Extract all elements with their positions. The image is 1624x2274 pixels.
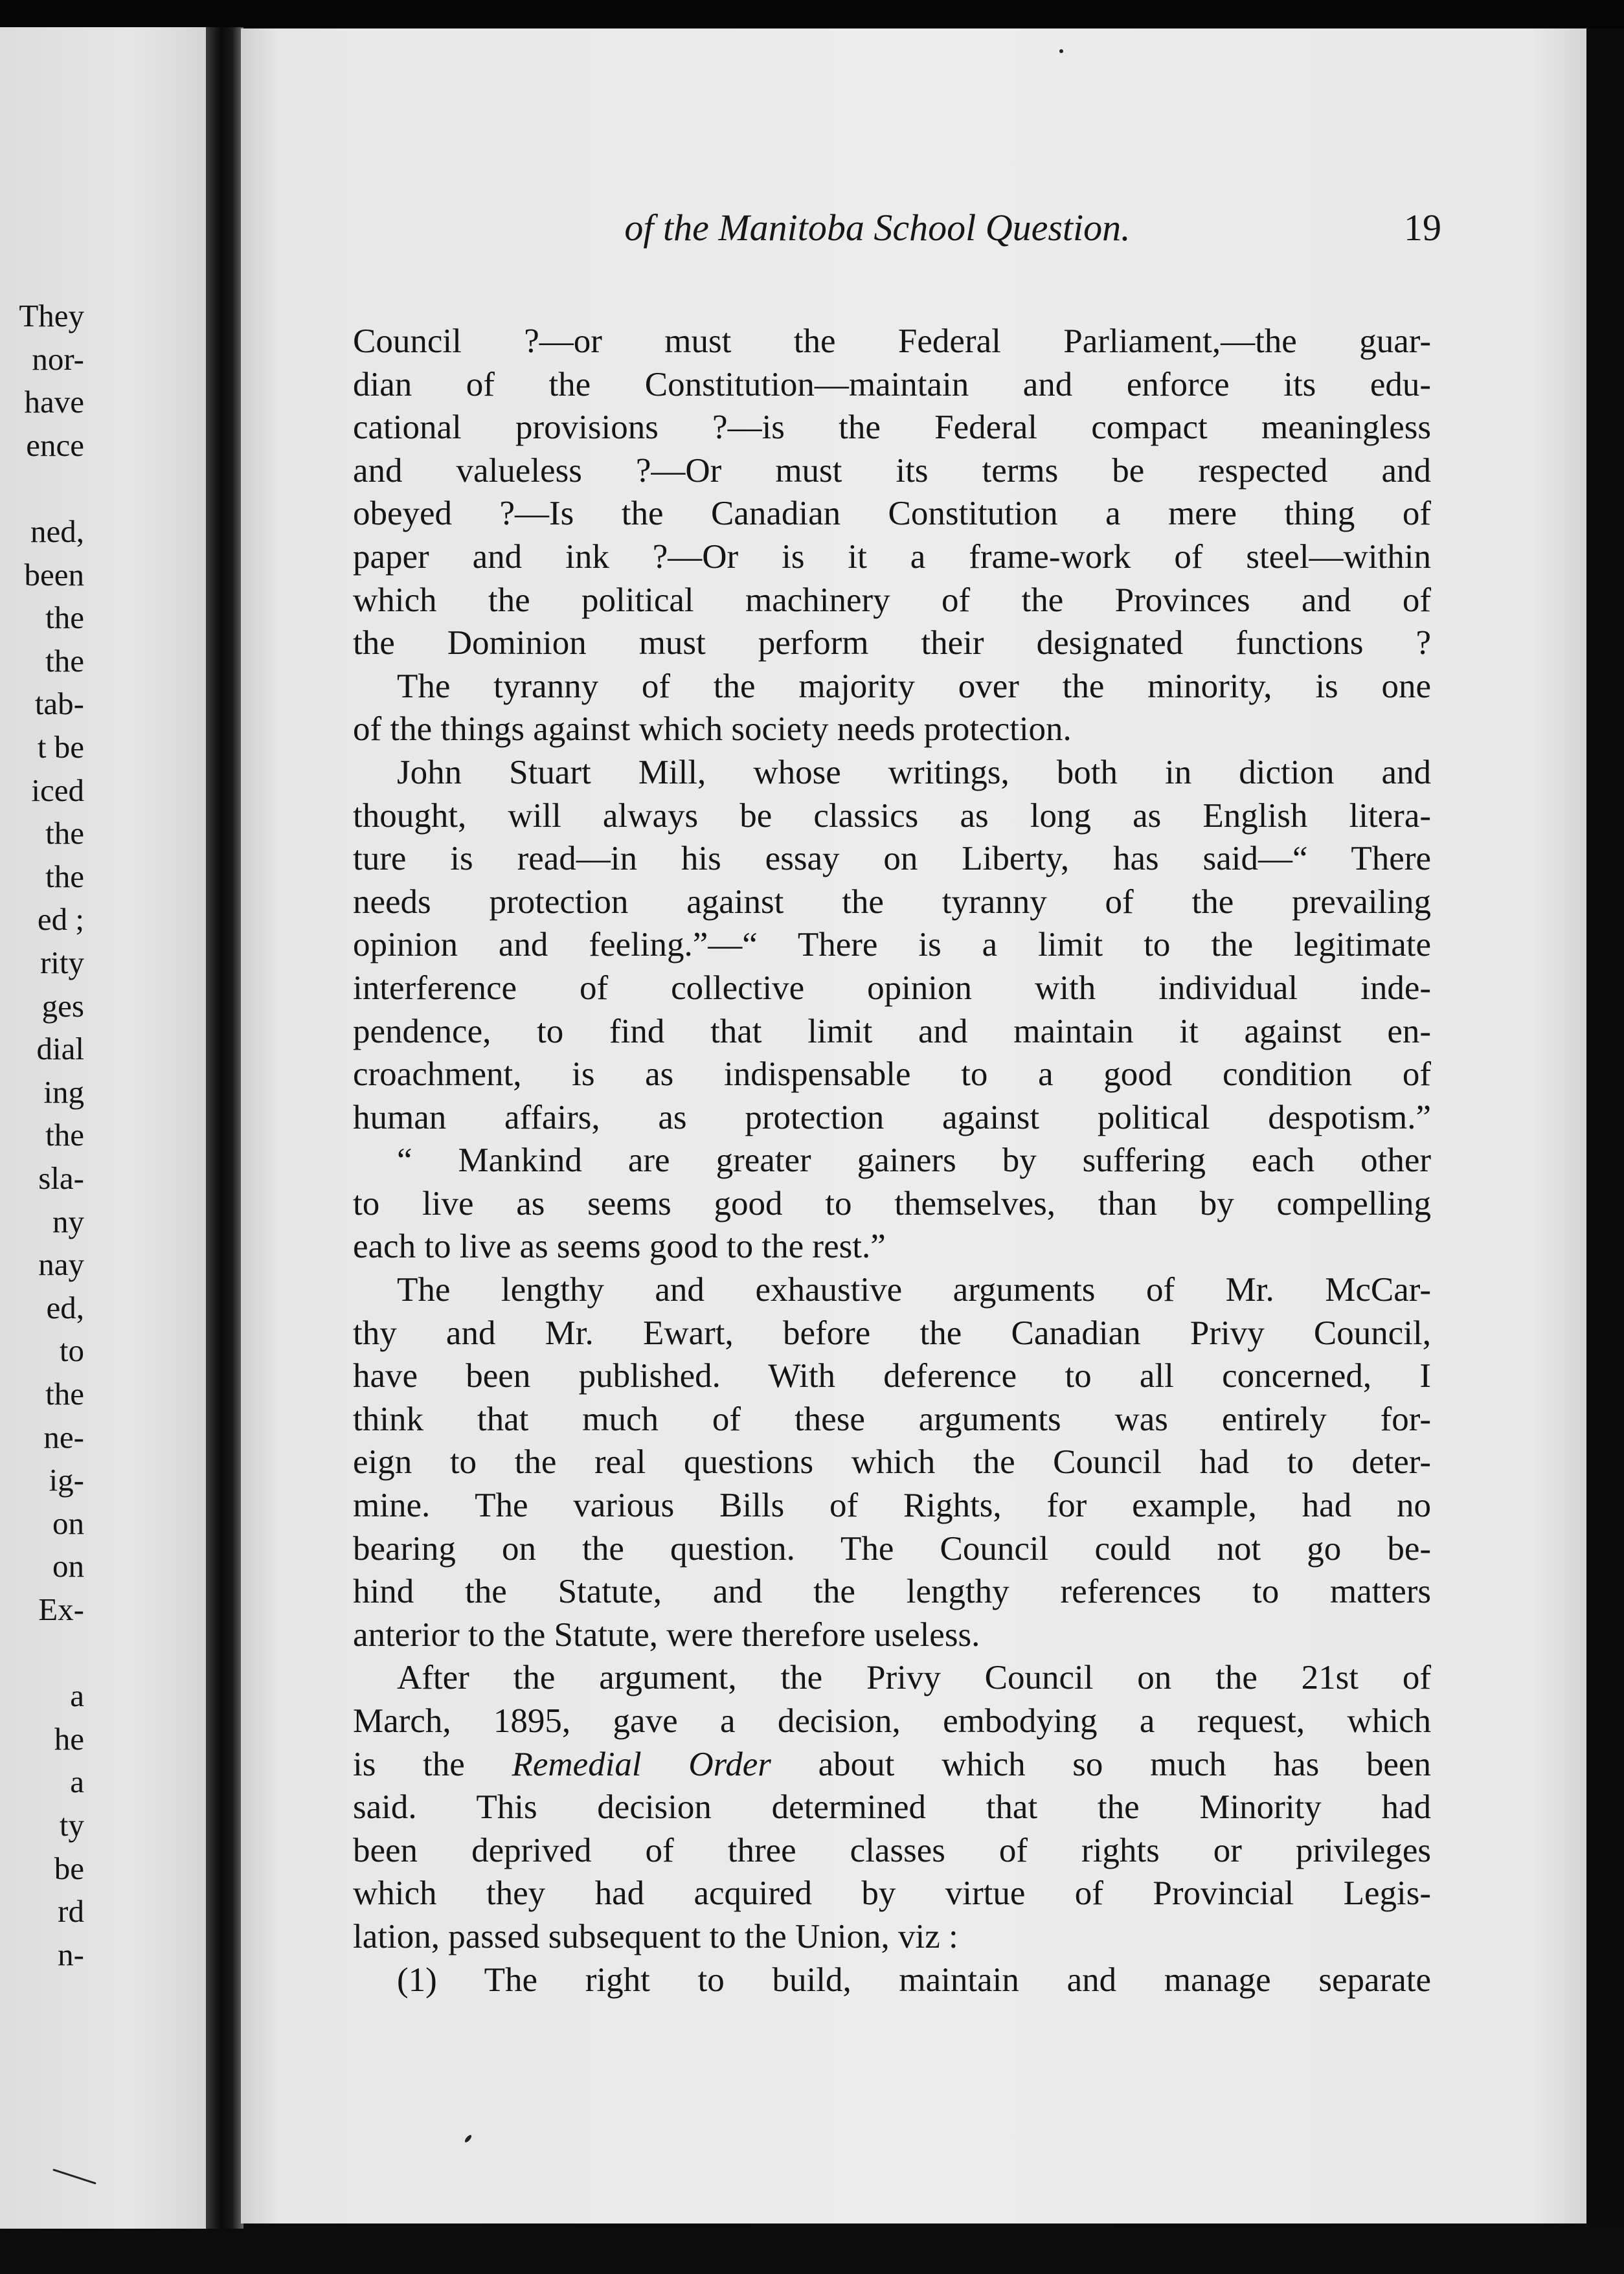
text-line: eign to the real questions which the Council had to deter- [353, 1443, 1431, 1481]
body-text [353, 320, 1431, 2001]
book-gutter [206, 27, 243, 2229]
facing-page-line: ges [41, 987, 84, 1024]
text-line: bearing on the question. The Council could not go be- [353, 1529, 1431, 1568]
text-line: John Stuart Mill, whose writings, both in diction and [397, 753, 1431, 791]
text-line: the Dominion must perform their designated functions ? [353, 624, 1431, 662]
text-line: to live as seems good to themselves, than by compelling [353, 1184, 1431, 1222]
text-line: interference of collective opinion with individual inde- [353, 969, 1431, 1007]
text-line: have been published. With deference to all concerned, I [353, 1357, 1431, 1395]
text-line: dian of the Constitution—maintain and enforce its edu- [353, 365, 1431, 403]
text-line: which the political machinery of the Provinces and of [353, 581, 1431, 619]
facing-page-line: the [45, 1117, 84, 1153]
facing-page-line: ed, [46, 1289, 84, 1325]
scan-border-right [1586, 28, 1624, 2223]
facing-page-line: t be [37, 729, 84, 765]
text-line: and valueless ?—Or must its terms be respected and [353, 451, 1431, 490]
facing-page-line: ing [43, 1074, 84, 1110]
text-line: croachment, is as indispensable to a good condition of [353, 1055, 1431, 1094]
facing-page-line: ed ; [37, 901, 84, 938]
facing-page-line: the [45, 600, 84, 636]
text-line: (1) The right to build, maintain and manage separate [397, 1961, 1431, 1999]
text-line: which they had acquired by virtue of Provincial Legis- [353, 1874, 1431, 1913]
text-line: March, 1895, gave a decision, embodying a request, which [353, 1702, 1431, 1740]
facing-page-line: on [52, 1548, 84, 1584]
facing-page-line: ned, [30, 513, 84, 549]
text-line: After the argument, the Privy Council on the 21st of [397, 1659, 1431, 1697]
facing-page-line: he [54, 1720, 84, 1757]
text-line [353, 1743, 1431, 1786]
facing-page-line: the [45, 858, 84, 894]
text-line: hind the Statute, and the lengthy references to matters [353, 1573, 1431, 1611]
facing-page-line: nor- [32, 341, 84, 377]
facing-page-line: on [52, 1505, 84, 1541]
facing-page-line: ne- [43, 1419, 84, 1455]
facing-page-line: rity [39, 945, 84, 980]
text-line: been deprived of three classes of rights or privileges [353, 1831, 1431, 1869]
text-line: obeyed ?—Is the Canadian Constitution a mere thing of [353, 495, 1431, 533]
facing-page-fragment [0, 27, 219, 2229]
text-line: paper and ink ?—Or is it a frame-work of steel—within [353, 537, 1431, 576]
facing-page-line: iced [31, 772, 84, 808]
facing-page-line: sla- [38, 1160, 84, 1196]
text-line: lation, passed subsequent to the Union, viz : [353, 1917, 958, 1955]
facing-page-line: to [59, 1333, 84, 1369]
text-line: human affairs, as protection against political despotism.” [353, 1098, 1431, 1136]
text-line: ture is read—in his essay on Liberty, has said—“ There [353, 840, 1431, 878]
facing-page-line: Ex- [38, 1592, 84, 1627]
text-line: “ Mankind are greater gainers by suffering each other [397, 1142, 1431, 1180]
text-line: mine. The various Bills of Rights, for example, had no [353, 1487, 1431, 1525]
text-line: anterior to the Statute, were therefore useless. [353, 1615, 980, 1654]
facing-page-line: ny [52, 1203, 84, 1239]
remedial-order-term: Remedial Order [512, 1745, 771, 1783]
facing-page-line: the [45, 1376, 84, 1412]
facing-page-line: They [19, 298, 84, 333]
text-line: think that much of these arguments was entirely for- [353, 1400, 1431, 1438]
ink-speck [1059, 49, 1063, 53]
facing-page-line: have [24, 384, 84, 420]
text-line: The tyranny of the majority over the minority, is one [397, 667, 1431, 705]
text-line: opinion and feeling.”—“ There is a limit to the legitimate [353, 926, 1431, 964]
text-segment: about which so much has been [771, 1745, 1431, 1783]
page-number: 19 [1404, 207, 1441, 249]
text-segment: is the [353, 1745, 512, 1783]
facing-page-line: the [45, 642, 84, 679]
running-head: of the Manitoba School Question. [624, 207, 1131, 249]
facing-page-line: tab- [34, 686, 84, 722]
facing-page-line: the [45, 815, 84, 851]
text-line: thy and Mr. Ewart, before the Canadian Privy Council, [353, 1314, 1431, 1352]
text-line: said. This decision determined that the Minority had [353, 1788, 1431, 1827]
facing-page-line: a [70, 1764, 84, 1800]
text-line: thought, will always be classics as long as English litera- [353, 796, 1431, 835]
text-line: each to live as seems good to the rest.” [353, 1228, 886, 1266]
facing-page-line: ence [26, 427, 84, 463]
facing-page-line: be [54, 1850, 84, 1886]
facing-page-line: ig- [49, 1462, 84, 1498]
facing-page-line: dial [36, 1031, 84, 1067]
text-line: of the things against which society needs protection. [353, 710, 1072, 749]
text-line: pendence, to find that limit and maintain it against en- [353, 1012, 1431, 1050]
text-line: The lengthy and exhaustive arguments of Mr. McCar- [397, 1271, 1431, 1309]
facing-page-line: been [24, 556, 84, 592]
facing-page-line: a [70, 1678, 84, 1714]
text-line: cational provisions ?—is the Federal compact meaningless [353, 409, 1431, 447]
facing-page-line: nay [38, 1246, 84, 1283]
text-line: Council ?—or must the Federal Parliament,—the guar- [353, 322, 1431, 360]
facing-page-line: n- [58, 1936, 84, 1972]
text-line: needs protection against the tyranny of the prevailing [353, 883, 1431, 921]
facing-page-line: rd [58, 1893, 84, 1930]
facing-page-line: ty [59, 1807, 84, 1843]
